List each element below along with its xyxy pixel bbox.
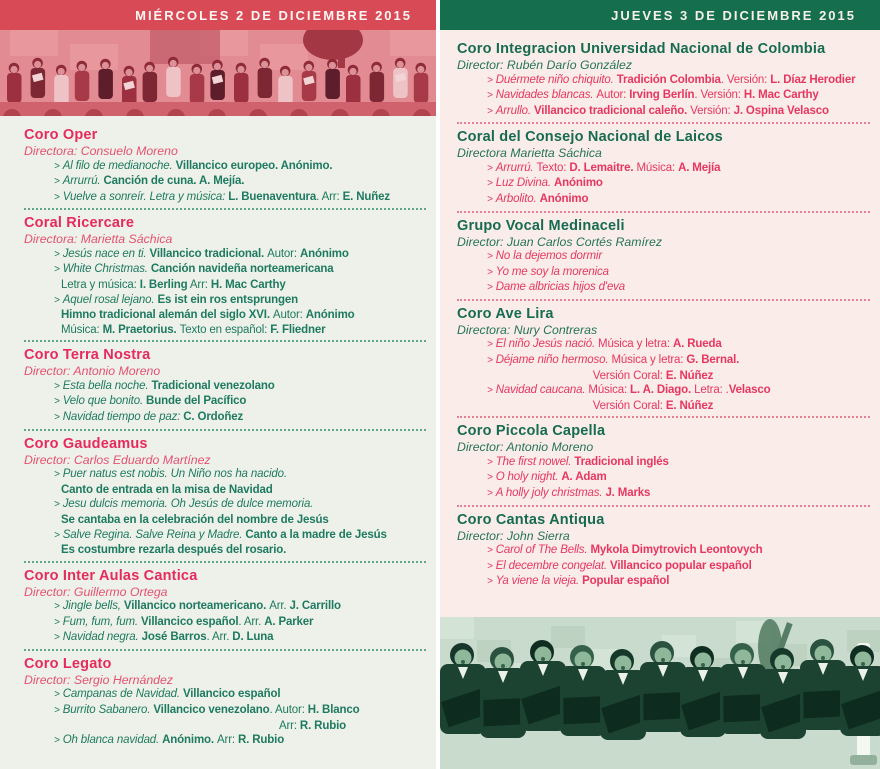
song-text-segment: Mykola Dimytrovich Leontovych xyxy=(590,544,763,557)
song-text-segment: Arbolito. xyxy=(495,192,540,205)
song-bullet: > xyxy=(487,178,493,190)
song-text-segment: F. Fliedner xyxy=(270,323,326,336)
song-bullet: > xyxy=(54,632,60,644)
song-text-segment: Versión Coral: xyxy=(592,369,666,382)
choir-section xyxy=(457,511,872,590)
song-text-segment: Vuelve a sonreír. Letra y música: xyxy=(62,190,229,203)
song-text-segment: Villancico norteamericano. xyxy=(123,600,270,613)
song-text-segment: Navidad caucana. xyxy=(495,384,589,397)
song-bullet: > xyxy=(487,74,493,86)
song-text-segment: Letra y música: xyxy=(61,278,140,291)
song-text-segment: D. Luna xyxy=(232,631,274,644)
wednesday-header-bar xyxy=(0,0,436,30)
song-text-segment: Villancico tradicional. xyxy=(149,247,268,260)
song-bullet: > xyxy=(487,339,493,351)
dotted-separator xyxy=(24,429,426,431)
choir-director: Director: John Sierra xyxy=(457,528,570,543)
dotted-separator xyxy=(24,561,426,563)
song-bullet: > xyxy=(487,90,493,102)
song-text-segment: R. Rubio xyxy=(238,734,285,747)
song-text-segment: Música: xyxy=(61,323,103,336)
song-text-segment: Déjame niño hermoso. xyxy=(495,353,612,366)
song-continuation-line xyxy=(457,369,872,384)
song-text-segment: E. Núñez xyxy=(665,399,714,412)
choir-section xyxy=(24,126,428,210)
song-bullet: > xyxy=(54,601,60,613)
song-text-segment: Villancico europeo. Anónimo. xyxy=(175,159,333,172)
song-text-segment: Canción navideña norteamericana xyxy=(150,263,334,276)
song-text-segment: L. Díaz Herodier xyxy=(770,73,856,86)
song-line xyxy=(24,262,428,278)
song-text-segment: Navidades blancas. xyxy=(495,89,597,102)
song-text-segment: El decembre congelat. xyxy=(495,559,611,572)
song-line xyxy=(457,192,872,208)
song-bullet: > xyxy=(54,191,60,203)
song-text-segment: L. A. Diago. xyxy=(630,384,695,397)
song-text-segment: . Autor: xyxy=(269,704,308,717)
song-bullet: > xyxy=(54,176,60,188)
song-text-segment: C. Ordoñez xyxy=(183,411,244,424)
song-line xyxy=(24,410,428,426)
song-text-segment: Arrurrú. xyxy=(62,175,104,188)
song-text-segment: . Versión: xyxy=(694,89,744,102)
song-text-segment: Luz Divina. xyxy=(495,177,554,190)
song-text-segment: J. Marks xyxy=(605,487,651,499)
song-text-segment: E. Núñez xyxy=(665,369,714,382)
song-bullet: > xyxy=(487,251,493,263)
wednesday-program-content xyxy=(0,116,436,769)
song-text-segment: Puer natus est nobis. Un Niño nos ha nacido. xyxy=(62,468,287,481)
song-line xyxy=(24,190,428,206)
song-continuation-line xyxy=(24,278,428,293)
choir-name: Coro Legato xyxy=(24,655,112,672)
song-line xyxy=(24,394,428,410)
song-line xyxy=(457,353,872,369)
song-text-segment: Villancico tradicional caleño. xyxy=(533,104,691,117)
song-line xyxy=(24,599,428,615)
choir-director: Director: Rubén Darío González xyxy=(457,58,632,72)
song-text-segment: Campanas de Navidad. xyxy=(62,688,183,701)
song-text-segment: H. Mac Carthy xyxy=(210,278,286,291)
song-text-segment: Al filo de medianoche. xyxy=(62,159,176,172)
song-text-segment: Anónimo xyxy=(305,309,355,322)
song-line xyxy=(24,703,428,719)
choir-director: Director: Juan Carlos Cortés Ramírez xyxy=(457,234,663,249)
song-text-segment: Irving Berlín xyxy=(629,89,695,102)
song-bullet: > xyxy=(487,472,493,484)
song-text-segment: Es costumbre rezarla después del rosario. xyxy=(61,544,287,557)
song-text-segment: . Arr. xyxy=(206,631,233,644)
song-line xyxy=(24,687,428,703)
dotted-separator xyxy=(457,505,870,507)
song-text-segment: A. Mejía xyxy=(678,161,721,174)
song-bullet: > xyxy=(54,412,60,424)
song-text-segment: Jesús nace en ti. xyxy=(62,247,150,260)
song-text-segment: Villancico venezolano xyxy=(153,704,270,717)
song-bullet: > xyxy=(487,162,493,174)
choir-section xyxy=(24,567,428,651)
song-text-segment: Jesu dulcis memoria. Oh Jesús de dulce memoria. xyxy=(62,498,314,511)
song-line xyxy=(24,174,428,190)
song-text-segment: Tradición Colombia xyxy=(616,73,721,86)
song-text-segment: Duérmete niño chiquito. xyxy=(495,73,617,86)
song-text-segment: Navidad tiempo de paz: xyxy=(62,411,184,424)
song-text-segment: Anónimo xyxy=(539,192,589,205)
thursday-program-content xyxy=(440,30,880,617)
song-continuation-line xyxy=(457,399,872,414)
choir-director: Directora: Marietta Sáchica xyxy=(24,232,173,247)
choir-section xyxy=(457,128,872,212)
song-bullet: > xyxy=(54,380,60,392)
wednesday-program-column xyxy=(0,0,436,769)
song-text-segment: Villancico español xyxy=(182,688,281,701)
choir-name: Grupo Vocal Medinaceli xyxy=(457,217,625,234)
song-text-segment: M. Praetorius. xyxy=(102,323,180,336)
song-line xyxy=(457,455,872,471)
song-text-segment: Anónimo. xyxy=(162,734,218,747)
song-text-segment: R. Rubio xyxy=(299,719,346,732)
song-text-segment: Música y letra: xyxy=(611,353,687,366)
song-line xyxy=(457,176,872,192)
song-text-segment: D. Lemaitre. xyxy=(569,161,637,174)
choir-section xyxy=(457,40,872,124)
song-text-segment: Salve Regina. Salve Reina y Madre. xyxy=(62,528,246,541)
song-text-segment: Villancico español xyxy=(140,615,239,628)
song-text-segment: Versión: xyxy=(690,104,734,117)
song-line xyxy=(24,293,428,309)
song-line xyxy=(24,733,428,749)
song-text-segment: Burrito Sabanero. xyxy=(62,704,154,717)
song-text-segment: Tradicional inglés xyxy=(574,455,669,468)
song-line xyxy=(457,161,872,177)
song-text-segment: Carol of The Bells. xyxy=(495,544,591,557)
song-continuation-line xyxy=(24,323,428,338)
song-text-segment: Arr: xyxy=(217,734,239,747)
song-text-segment: Texto en español: xyxy=(179,323,271,336)
song-bullet: > xyxy=(54,248,60,260)
song-text-segment: No la dejemos dormir xyxy=(495,250,602,263)
choir-name: Coro Piccola Capella xyxy=(457,423,606,440)
song-text-segment: Se cantaba en la celebración del nombre de Jesús xyxy=(61,513,329,526)
song-text-segment: O holy night. xyxy=(495,471,562,484)
song-line xyxy=(24,467,428,483)
song-line xyxy=(457,249,872,265)
song-text-segment: White Christmas. xyxy=(62,263,151,276)
song-text-segment: Popular español xyxy=(582,575,670,588)
thursday-choir-photo xyxy=(440,617,880,769)
song-line xyxy=(457,265,872,281)
thursday-header-label: JUEVES 3 DE DICIEMBRE 2015 xyxy=(611,7,856,23)
wednesday-choir-photo xyxy=(0,30,436,116)
song-text-segment: L. Buenaventura xyxy=(228,190,317,203)
choir-name: Coral del Consejo Nacional de Laicos xyxy=(457,129,723,146)
thursday-program-column xyxy=(440,0,880,769)
dotted-separator xyxy=(457,299,870,301)
song-bullet: > xyxy=(487,266,493,278)
song-line xyxy=(457,486,872,502)
song-line xyxy=(457,337,872,353)
choir-name: Coro Terra Nostra xyxy=(24,347,151,364)
song-text-segment: Fum, fum, fum. xyxy=(62,615,141,628)
song-text-segment: H. Mac Carthy xyxy=(743,89,819,102)
song-text-segment: Música y letra: xyxy=(598,338,673,351)
choir-name: Coro Ave Lira xyxy=(457,305,554,322)
song-bullet: > xyxy=(487,385,493,397)
song-text-segment: J. Carrillo xyxy=(289,600,341,613)
choir-section xyxy=(24,214,428,342)
song-line xyxy=(457,559,872,575)
song-bullet: > xyxy=(487,193,493,205)
song-text-segment: Dame albricias hijos d'eva xyxy=(495,281,626,294)
song-text-segment: Esta bella noche. xyxy=(62,379,152,392)
song-text-segment: G. Bernal. xyxy=(686,353,740,366)
choir-name: Coro Cantas Antiqua xyxy=(457,511,605,528)
song-bullet: > xyxy=(54,294,60,306)
song-text-segment: Velo que bonito. xyxy=(62,395,147,408)
choir-director: Director: Guillermo Ortega xyxy=(24,584,168,599)
choir-section xyxy=(457,422,872,506)
song-text-segment: Yo me soy la morenica xyxy=(495,265,609,278)
song-text-segment: Música: xyxy=(636,161,679,174)
song-text-segment: Ya viene la vieja. xyxy=(495,575,583,588)
wednesday-header-label: MIÉRCOLES 2 DE DICIEMBRE 2015 xyxy=(135,7,412,23)
song-text-segment: Tradicional venezolano xyxy=(151,379,275,392)
choir-name: Coro Integracion Universidad Nacional de Colombia xyxy=(457,41,826,57)
song-text-segment: A. Adam xyxy=(561,471,607,484)
dotted-separator xyxy=(457,211,870,213)
song-bullet: > xyxy=(487,282,493,294)
choir-name: Coro Oper xyxy=(24,127,98,143)
song-text-segment: Canción de cuna. A. Mejía. xyxy=(103,175,245,188)
song-bullet: > xyxy=(54,689,60,701)
song-line xyxy=(457,280,872,296)
song-text-segment: Jingle bells, xyxy=(62,600,124,613)
song-line xyxy=(457,73,872,89)
choir-director: Director: Antonio Moreno xyxy=(457,440,594,455)
choir-director: Director: Carlos Eduardo Martínez xyxy=(24,452,211,467)
song-text-segment: Navidad negra. xyxy=(62,631,142,644)
song-text-segment: Aquel rosal lejano. xyxy=(62,293,158,306)
song-bullet: > xyxy=(54,160,60,172)
song-text-segment: Oh blanca navidad. xyxy=(62,734,163,747)
song-bullet: > xyxy=(487,105,493,117)
song-bullet: > xyxy=(54,469,60,481)
song-text-segment: Autor: xyxy=(272,309,306,322)
song-text-segment: A. Parker xyxy=(264,615,314,628)
dotted-separator xyxy=(457,122,870,124)
song-text-segment: . Versión: xyxy=(720,73,771,86)
choir-name: Coro Inter Aulas Cantica xyxy=(24,567,198,584)
song-text-segment: Es ist ein ros entsprungen xyxy=(157,293,299,306)
choir-director: Director: Antonio Moreno xyxy=(24,364,161,379)
choir-director: Director: Sergio Hernández xyxy=(24,672,173,687)
song-text-segment: I. Berling xyxy=(139,278,188,291)
song-line xyxy=(457,383,872,399)
song-line xyxy=(24,630,428,646)
song-text-segment: Himno tradicional alemán del siglo XVI. xyxy=(61,309,273,322)
choir-name: Coral Ricercare xyxy=(24,215,135,232)
song-line xyxy=(24,379,428,395)
song-text-segment: Velasco xyxy=(728,384,771,397)
song-text-segment: Canto de entrada en la misa de Navidad xyxy=(61,483,273,496)
song-text-segment: El niño Jesús nació. xyxy=(495,338,599,351)
choir-name: Coro Gaudeamus xyxy=(24,435,148,452)
song-bullet: > xyxy=(487,545,493,557)
song-line xyxy=(457,104,872,120)
choir-section xyxy=(457,305,872,418)
choir-director: Directora: Consuelo Moreno xyxy=(24,144,178,158)
song-line xyxy=(24,159,428,175)
song-text-segment: The first nowel. xyxy=(495,455,575,468)
song-continuation-line xyxy=(24,308,428,323)
song-text-segment: Autor: xyxy=(267,247,300,260)
song-text-segment: Arrullo. xyxy=(495,104,534,117)
dotted-separator xyxy=(24,340,426,342)
song-text-segment: Anónimo xyxy=(554,177,603,190)
song-text-segment: José Barros xyxy=(141,631,207,644)
song-text-segment: Arrurrú. xyxy=(495,161,537,174)
song-text-segment: Canto a la madre de Jesús xyxy=(245,528,387,541)
song-text-segment: A. Rueda xyxy=(672,338,722,351)
song-text-segment: A holly joly christmas. xyxy=(495,487,606,499)
choir-section xyxy=(457,217,872,301)
song-line xyxy=(457,470,872,486)
song-text-segment: . Arr. xyxy=(238,615,265,628)
song-text-segment: . Arr: xyxy=(316,190,343,203)
song-text-segment: Arr: xyxy=(278,719,300,732)
song-continuation-line xyxy=(24,513,428,528)
song-bullet: > xyxy=(487,456,493,468)
song-bullet: > xyxy=(54,529,60,541)
song-bullet: > xyxy=(487,576,493,588)
song-text-segment: Anónimo xyxy=(299,247,349,260)
song-text-segment: Música: xyxy=(588,384,631,397)
choir-section xyxy=(24,346,428,430)
song-bullet: > xyxy=(54,735,60,747)
song-text-segment: Autor: xyxy=(596,89,630,102)
song-line xyxy=(457,543,872,559)
song-line xyxy=(457,574,872,590)
song-text-segment: Villancico popular español xyxy=(610,559,752,572)
song-bullet: > xyxy=(54,616,60,628)
song-line xyxy=(24,497,428,513)
dotted-separator xyxy=(24,649,426,651)
song-text-segment: Arr. xyxy=(269,600,290,613)
song-text-segment: H. Blanco xyxy=(307,704,360,717)
song-text-segment: E. Nuñez xyxy=(342,190,390,203)
song-line xyxy=(457,88,872,104)
song-text-segment: J. Ospina Velasco xyxy=(733,104,829,117)
song-line xyxy=(24,528,428,544)
song-bullet: > xyxy=(54,705,60,717)
song-text-segment: Letra: . xyxy=(694,384,729,397)
song-bullet: > xyxy=(487,354,493,366)
song-bullet: > xyxy=(487,488,493,499)
song-text-segment: Texto: xyxy=(536,161,570,174)
song-continuation-line xyxy=(24,483,428,498)
song-text-segment: Bunde del Pacífico xyxy=(146,395,247,408)
choir-director: Directora Marietta Sáchica xyxy=(457,146,602,161)
choir-section xyxy=(24,435,428,563)
song-continuation-line xyxy=(24,543,428,558)
choir-section xyxy=(24,655,428,749)
thursday-header-bar xyxy=(440,0,880,30)
song-line xyxy=(24,615,428,631)
song-text-segment: Arr: xyxy=(187,278,211,291)
song-line xyxy=(24,247,428,263)
song-text-segment: Versión Coral: xyxy=(592,399,666,412)
dotted-separator xyxy=(24,208,426,210)
song-bullet: > xyxy=(487,560,493,572)
song-bullet: > xyxy=(54,264,60,276)
song-bullet: > xyxy=(54,396,60,408)
song-continuation-line xyxy=(24,719,428,734)
dotted-separator xyxy=(457,416,870,418)
song-bullet: > xyxy=(54,499,60,511)
choir-director: Directora: Nury Contreras xyxy=(457,322,598,337)
